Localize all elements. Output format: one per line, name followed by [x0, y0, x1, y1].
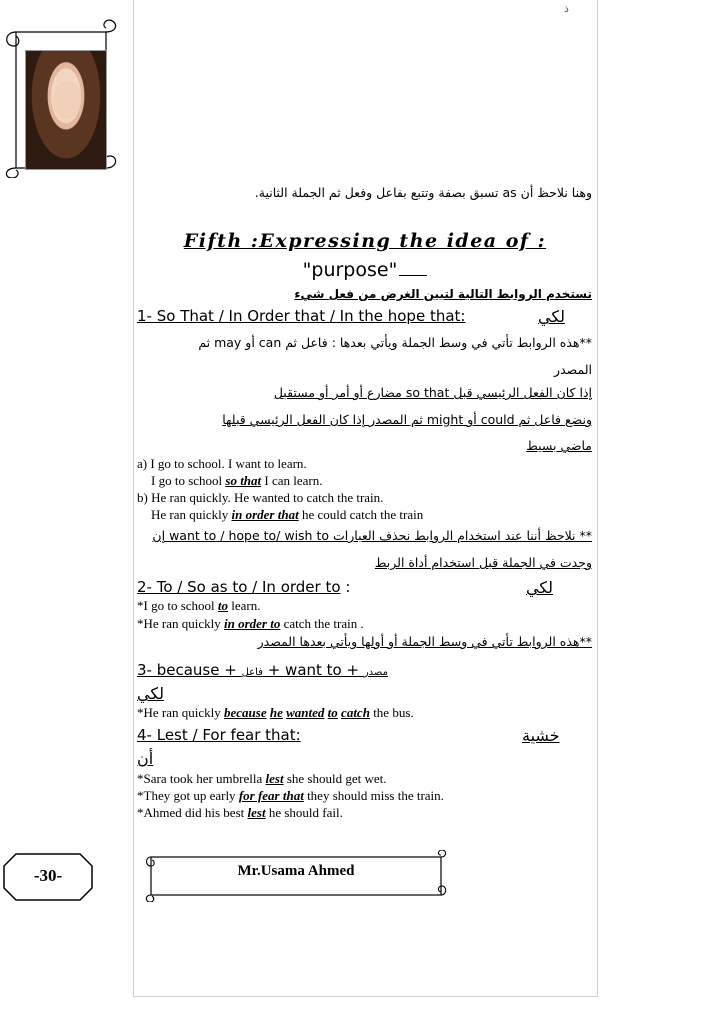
part4-example-1: *Sara took her umbrella lest she should get wet.: [137, 771, 387, 786]
part1-example-b1: b) He ran quickly. He wanted to catch the train.: [137, 490, 384, 505]
section-purpose-word: "purpose": [150, 259, 580, 281]
part1-example-a1: a) I go to school. I want to learn.: [137, 456, 307, 471]
author-name: Mr.Usama Ahmed: [237, 863, 355, 879]
part1-example-a2: I go to school so that I can learn.: [151, 473, 323, 488]
section-title: Fifth :Expressing the idea of :: [183, 230, 547, 252]
part3-heading: 3- because + فاعل + want to + مصدر: [137, 661, 388, 679]
part1-note-a: ** نلاحظ أننا عند استخدام الروابط نحذف العبارات want to / hope to/ wish to إن: [152, 528, 592, 543]
part4-example-2: *They got up early for fear that they should miss the train.: [137, 788, 444, 803]
intro-note: وهنا نلاحظ أن as تسبق بصفة وتتبع بفاعل وفعل ثم الجملة الثانية.: [254, 185, 592, 200]
part2-example-2: *He ran quickly in order to catch the train .: [137, 616, 364, 631]
part3-meaning: لكي: [137, 684, 165, 703]
part1-meaning: لكي: [538, 307, 566, 326]
part1-note-b: وجدت في الجملة قبل استخدام أداة الربط: [374, 555, 592, 570]
part3-example: *He ran quickly because he wanted to catch the bus.: [137, 705, 414, 720]
part2-meaning: لكي: [526, 578, 554, 597]
section-note: تستخدم الروابط التالية لتبين الغرض من فعل شيء: [294, 287, 592, 301]
portrait-scroll: [2, 18, 120, 178]
part2-rule: **هذه الروابط تأتي في وسط الجملة أو أولها ويأتي بعدها المصدر: [257, 634, 592, 649]
part1-rule-e: ماضي بسيط: [526, 438, 592, 453]
woman-portrait-photo: [25, 50, 107, 170]
part4-meaning: خشية: [522, 726, 560, 745]
part1-rule-d: ونضع فاعل ثم could أو might ثم المصدر إذا كان الفعل الرئيسي قبلها: [222, 412, 592, 427]
part1-example-b2: He ran quickly in order that he could catch the train: [151, 507, 424, 522]
part4-example-3: *Ahmed did his best lest he should fail.: [137, 805, 343, 820]
part1-heading: 1- So That / In Order that / In the hope that:: [137, 307, 466, 325]
part4-meaning-continued: أن: [137, 749, 154, 768]
part2-example-1: *I go to school to learn.: [137, 598, 261, 613]
part4-heading: 4- Lest / For fear that:: [137, 726, 301, 744]
part1-rule-b: المصدر: [554, 362, 592, 377]
top-mark: ذ: [564, 3, 569, 15]
part1-rule-a: **هذه الروابط تأتي في وسط الجملة ويأتي بعدها : فاعل ثم can أو may ثم: [198, 335, 592, 350]
part2-heading: 2- To / So as to / In order to :: [137, 578, 351, 596]
part1-rule-c: إذا كان الفعل الرئيسي قبل so that مضارع أو أمر أو مستقبل: [273, 385, 592, 400]
page-number: -30-: [33, 866, 63, 885]
